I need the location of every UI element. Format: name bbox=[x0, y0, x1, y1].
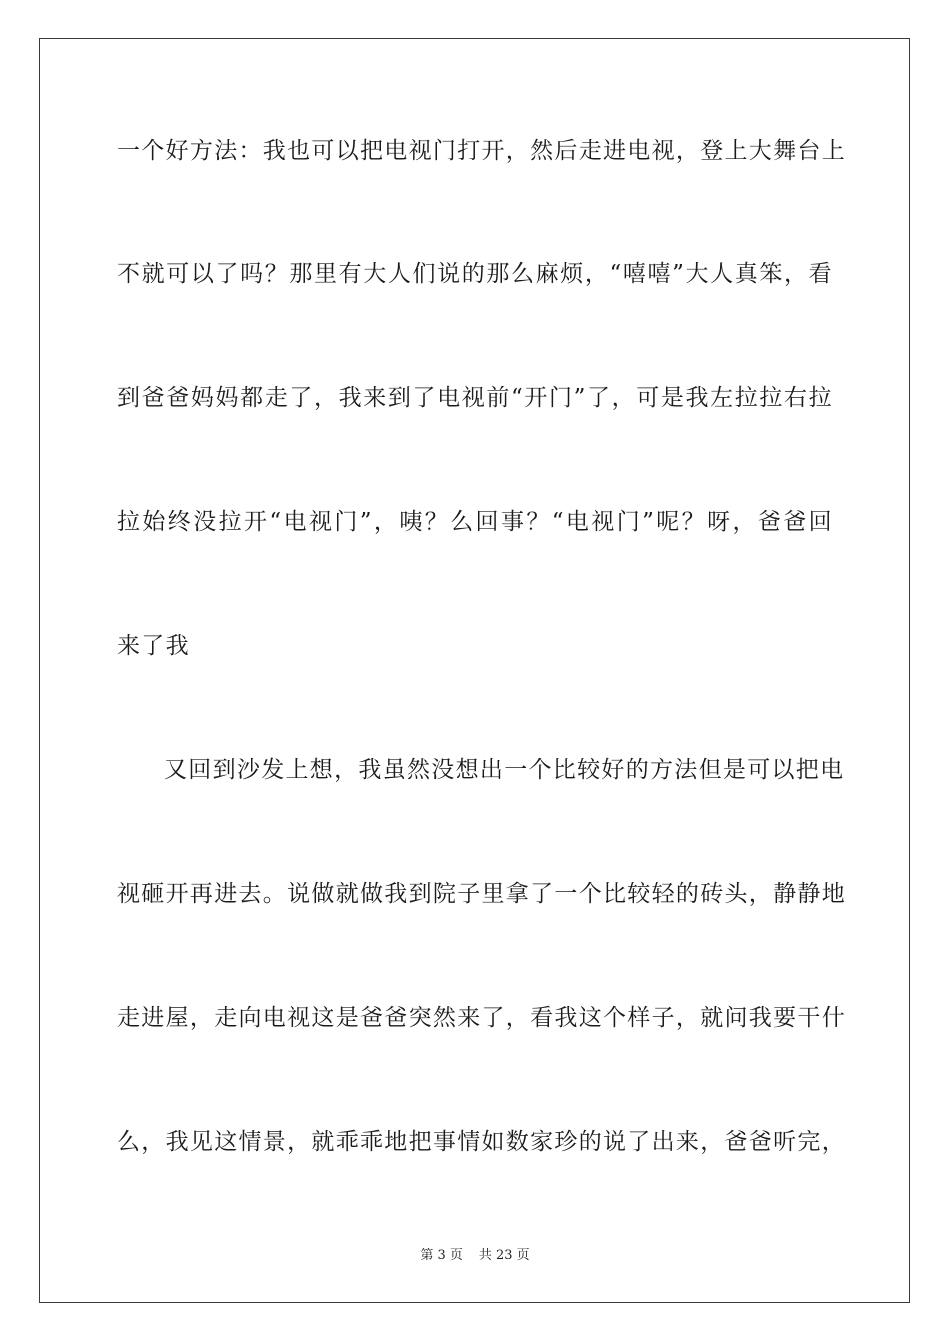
total-pages: 共 23 页 bbox=[478, 1248, 530, 1263]
page-footer bbox=[0, 1246, 950, 1266]
text-line-4: 拉始终没拉开“电视门”，咦？么回事？“电视门”呢？呀，爸爸回 bbox=[117, 509, 833, 535]
text-line-3: 到爸爸妈妈都走了，我来到了电视前“开门”了，可是我左拉拉右拉 bbox=[117, 385, 833, 411]
text-line-9: 么，我见这情景，就乖乖地把事情如数家珍的说了出来，爸爸听完， bbox=[117, 1129, 846, 1155]
page-number: 第 3 页 bbox=[420, 1248, 463, 1263]
text-line-1: 一个好方法：我也可以把电视门打开，然后走进电视，登上大舞台上 bbox=[117, 138, 846, 164]
text-line-2: 不就可以了吗？那里有大人们说的那么麻烦，“嘻嘻”大人真笨，看 bbox=[117, 261, 833, 287]
text-line-7: 视砸开再进去。说做就做我到院子里拿了一个比较轻的砖头，静静地 bbox=[117, 881, 846, 907]
page-border bbox=[39, 38, 910, 1303]
paragraph-start-line: 又回到沙发上想，我虽然没想出一个比较好的方法但是可以把电 bbox=[164, 757, 845, 783]
text-line-8: 走进屋，走向电视这是爸爸突然来了，看我这个样子，就问我要干什 bbox=[117, 1005, 846, 1031]
text-line-5: 来了我 bbox=[117, 633, 190, 659]
